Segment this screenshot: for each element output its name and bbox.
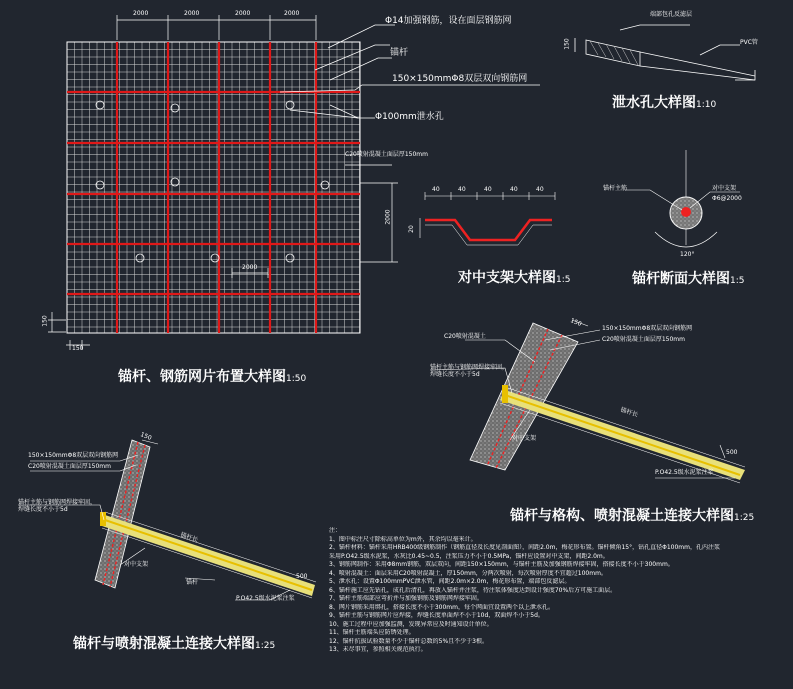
conn-left-title: 锚杆与喷射混凝土连接大样图1:25 bbox=[73, 636, 276, 652]
centering-dim-1: 40 bbox=[432, 186, 440, 193]
note-item: 4、喷射混凝土：面层采用C20喷射混凝土，厚150mm，分两次喷射，每次喷射厚度不宜超过100mm。 bbox=[329, 569, 607, 577]
centering-support-figure bbox=[420, 192, 555, 245]
section-support-label: 对中支架 bbox=[712, 185, 737, 192]
conn-right-grout: P.O42.5级水泥浆注浆 bbox=[655, 469, 714, 476]
notes-block bbox=[329, 527, 781, 655]
note-item: 采用P.O42.5级水泥浆，水灰比0.45~0.5，注浆压力不小于0.5MPa，锚杆应设置对中支架，间距2.0m。 bbox=[329, 552, 609, 560]
plan-callout-leaders bbox=[280, 25, 540, 118]
conn-right-title: 锚杆与格构、喷射混凝土连接大样图1:25 bbox=[510, 508, 755, 524]
conn-right-anchor-len: 锚杆长 bbox=[619, 406, 639, 419]
centering-dim-3: 40 bbox=[484, 186, 492, 193]
plan-top-dim-1: 2000 bbox=[133, 10, 149, 17]
conn-right-concrete-top: C20喷射混凝土 bbox=[444, 333, 486, 340]
note-item: 8、网片钢筋采用绑扎，搭接长度不小于300mm，每个网面宜设置两个以上泄水孔。 bbox=[329, 603, 554, 611]
plan-title: 锚杆、钢筋网片布置大样图1:50 bbox=[118, 369, 307, 385]
conn-left-weld: 锚杆主筋与钢筋网焊接牢固，焊缝长度不小于5d bbox=[18, 499, 97, 513]
conn-left-grout: P.O42.5级水泥浆注浆 bbox=[236, 595, 295, 602]
conn-right-concrete-layer: C20喷射混凝土面层厚150mm bbox=[602, 336, 685, 343]
centering-detail-title: 对中支架大样图1:5 bbox=[458, 270, 571, 286]
plan-inner-dim: 2000 bbox=[242, 264, 258, 271]
section-spec-label: Φ6@2000 bbox=[712, 195, 742, 202]
note-item: 2、锚杆材料：锚杆采用HRB400级钢筋制作（钢筋直径及长度见剖面图），间距2.0m，梅花形布置。锚杆倾角15°，钻孔直径Φ100mm，孔内注浆 bbox=[329, 544, 720, 551]
callout-reinforcing-bar: Φ14加强钢筋，设在面层钢筋网 bbox=[385, 16, 512, 26]
drain-hole-marks bbox=[96, 101, 329, 262]
conn-left-dim: 500 bbox=[296, 573, 308, 580]
centering-dim-4: 40 bbox=[510, 186, 518, 193]
drain-dim: 150 bbox=[563, 38, 571, 50]
conn-left-mesh: 150×150mmΦ8双层双向钢筋网 bbox=[28, 452, 119, 459]
drain-detail-title: 泄水孔大样图1:10 bbox=[612, 95, 717, 111]
note-item: 9、锚杆主筋与钢筋网片应焊接，焊缝长度单面焊不小于10d，双面焊不小于5d。 bbox=[329, 612, 544, 619]
conn-right-weld: 锚杆主筋与钢筋网焊接牢固，焊缝长度不小于5d bbox=[430, 364, 509, 378]
plan-right-dim: 2000 bbox=[384, 209, 392, 225]
section-detail-title: 锚杆断面大样图1:5 bbox=[632, 271, 745, 287]
plan-right-dimension bbox=[360, 183, 398, 262]
section-bar-label: 锚杆主筋 bbox=[603, 185, 628, 192]
plan-top-dim-2: 2000 bbox=[184, 10, 200, 17]
centering-dim-5: 40 bbox=[536, 186, 544, 193]
callout-mesh: 150×150mmΦ8双层双向钢筋网 bbox=[392, 74, 528, 84]
plan-inner-dimension bbox=[232, 165, 392, 278]
note-item: 7、锚杆主筋端部应弯折并与加强钢筋及钢筋网焊接牢固。 bbox=[329, 595, 483, 602]
callout-anchor: 锚杆 bbox=[390, 48, 409, 58]
drain-filter-label: 端部包孔反滤层 bbox=[650, 11, 693, 18]
conn-right-support: 对中支架 bbox=[512, 435, 537, 442]
plan-top-dimension bbox=[117, 15, 316, 40]
plan-grid bbox=[67, 42, 360, 333]
conn-left-anchor-len: 锚杆长 bbox=[179, 531, 199, 544]
callout-concrete: C20喷射混凝土面层厚150mm bbox=[345, 151, 428, 158]
plan-left-dim: 150 bbox=[41, 315, 49, 327]
conn-right-mesh: 150×150mmΦ8双层双向钢筋网 bbox=[602, 325, 693, 332]
note-item: 12、锚杆抗拔试验数量不少于锚杆总数的5%且不少于3根。 bbox=[329, 637, 488, 645]
note-item: 10、施工过程中应加强监测，发现异常应及时通知设计单位。 bbox=[329, 620, 493, 628]
note-item: 3、钢筋网制作：采用Φ8mm钢筋，双层双向，间距150×150mm，与锚杆主筋及加强钢筋焊接牢固，搭接长度不小于300mm。 bbox=[329, 561, 674, 568]
plan-corner-dimension bbox=[48, 312, 90, 350]
note-item: 13、未尽事宜，参照相关规范执行。 bbox=[329, 646, 427, 653]
connection-right-figure bbox=[430, 317, 745, 483]
centering-dim-2: 40 bbox=[458, 186, 466, 193]
plan-bottom-dim: 150 bbox=[72, 345, 84, 352]
plan-top-dim-3: 2000 bbox=[235, 10, 251, 17]
drain-pipe-label: PVC管 bbox=[740, 39, 758, 46]
conn-left-dim-top: 150 bbox=[139, 431, 153, 442]
drain-detail-figure bbox=[575, 25, 755, 80]
section-angle-label: 120° bbox=[680, 251, 695, 258]
note-item: 11、锚杆主筋端头应防锈处理。 bbox=[329, 629, 415, 636]
conn-right-dim: 500 bbox=[726, 449, 738, 456]
note-item: 6、锚杆施工应先钻孔，成孔后清孔，再放入锚杆并注浆，待注浆体强度达到设计强度70%后方可施工面层。 bbox=[329, 586, 617, 594]
conn-left-concrete: C20喷射混凝土面层厚150mm bbox=[28, 463, 111, 470]
centering-height-dim: 20 bbox=[407, 225, 415, 233]
note-item: 5、泄水孔：设置Φ100mmPVC泄水管，间距2.0m×2.0m，梅花形布置，端部包反滤层。 bbox=[329, 578, 571, 585]
notes-heading: 注： bbox=[329, 527, 342, 534]
callout-drain-hole: Φ100mm泄水孔 bbox=[375, 112, 444, 122]
conn-left-anchor: 锚杆 bbox=[186, 579, 199, 586]
note-item: 1、图中标注尺寸除标高单位为m外，其余均以毫米计。 bbox=[329, 535, 477, 543]
plan-top-dim-4: 2000 bbox=[284, 10, 300, 17]
conn-right-dim-top: 150 bbox=[569, 317, 583, 328]
conn-left-support: 对中支架 bbox=[124, 561, 149, 568]
